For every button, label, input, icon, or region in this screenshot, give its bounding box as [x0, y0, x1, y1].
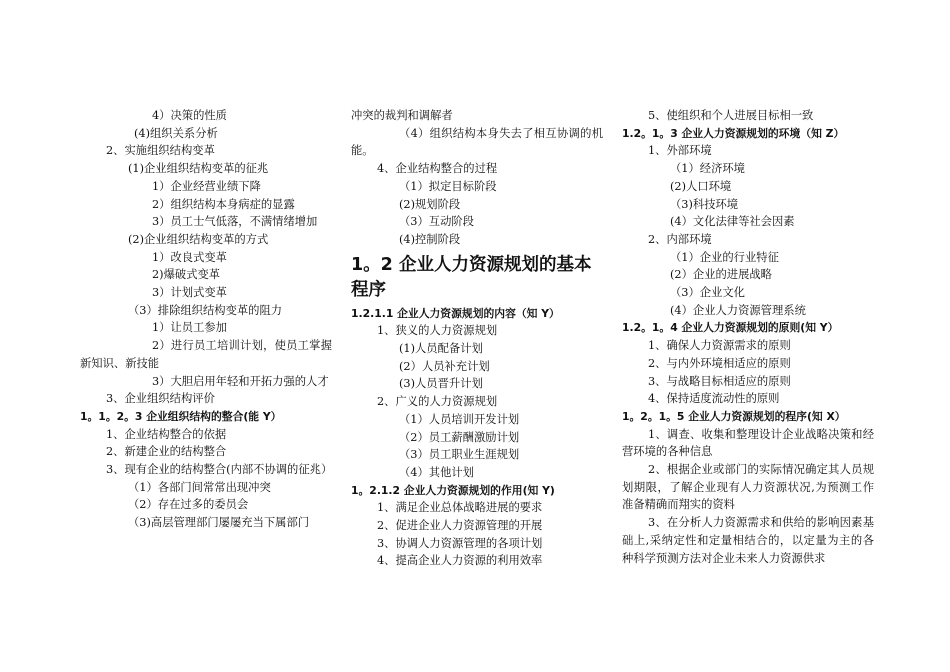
text-line: （1）人员培训开发计划 — [399, 412, 520, 426]
text-line: 1、外部环境 — [648, 144, 712, 158]
text-line: 2）组织结构本身病症的显露 — [152, 197, 295, 211]
section-heading: 1.2。1。4 企业人力资源规划的原则(知 Y） — [622, 321, 839, 335]
text-line: (4)组织关系分析 — [134, 126, 218, 140]
text-line: 3）计划式变革 — [152, 286, 227, 300]
text-line: （2）存在过多的委员会 — [128, 498, 249, 512]
text-line: (2）企业的进展战略 — [670, 268, 772, 282]
section-heading: 1.2.1.1 企业人力资源规划的内容（知 Y） — [351, 306, 560, 320]
text-line: (2)企业组织结构变革的方式 — [128, 232, 269, 246]
text-line: （3）互动阶段 — [399, 215, 474, 229]
text-line: 4、保持适度流动性的原则 — [648, 392, 780, 406]
text-column-1 — [80, 107, 332, 532]
text-line: 3、协调人力资源管理的各项计划 — [377, 536, 543, 550]
text-line: 冲突的裁判和调解者 — [351, 109, 453, 122]
text-line: （3）排除组织结构变革的阻力 — [128, 303, 283, 317]
text-line: （1）企业的行业特征 — [670, 250, 779, 264]
text-paragraph: 1、调查、收集和整理设计企业战略决策和经营环境的各种信息 — [622, 427, 874, 459]
text-line: 1、满足企业总体战略进展的要求 — [377, 501, 543, 515]
text-line: 3、与战略目标相适应的原则 — [648, 374, 791, 388]
text-paragraph: 2）进行员工培训计划，使员工掌握新知识、新技能 — [80, 339, 332, 370]
text-line: 1、狭义的人力资源规划 — [377, 324, 498, 338]
text-line: (4）企业人力资源管理系统 — [670, 303, 806, 317]
text-line: (1)企业组织结构变革的征兆 — [128, 162, 269, 176]
text-line: 2、内部环境 — [648, 232, 712, 246]
text-line: 2、与内外环境相适应的原则 — [648, 356, 791, 370]
text-paragraph: （4）组织结构本身失去了相互协调的机能。 — [351, 126, 603, 158]
text-line: 2、实施组织结构变革 — [106, 144, 215, 158]
text-paragraph: 3、在分析人力资源需求和供给的影响因素基础上,采纳定性和定量相结合的，以定量为主的各种科学预测方法对企业未来人力资源供求 — [622, 516, 874, 565]
text-line: （3)高层管理部门屡屡充当下属部门 — [128, 516, 310, 530]
text-line: 2、广义的人力资源规划 — [377, 395, 498, 409]
text-line: （3)科技环境 — [670, 197, 739, 211]
text-line: (4）文化法律等社会因素 — [670, 215, 795, 229]
text-line: (2)人口环境 — [670, 179, 732, 193]
text-line: 3）员工士气低落，不满情绪增加 — [152, 215, 318, 229]
text-line: 4、企业结构整合的过程 — [377, 162, 498, 176]
text-line: (2)规划阶段 — [399, 197, 461, 211]
text-line: （3）企业文化 — [670, 286, 745, 300]
text-paragraph: 3）大胆启用年轻和开拓力强的人才 — [152, 374, 329, 388]
text-column-3 — [622, 107, 874, 567]
text-line: 3、企业组织结构评价 — [106, 392, 215, 406]
text-line: 2)爆破式变革 — [152, 268, 221, 282]
text-paragraph: 2、根据企业或部门的实际情况确定其人员规划期限，了解企业现有人力资源状况,为预测工作准备精确而翔实的资料 — [622, 463, 874, 512]
text-line: (4)控制阶段 — [399, 232, 461, 246]
text-paragraph: 3、现有企业的结构整合(内部不协调的征兆） — [106, 463, 333, 477]
section-heading: 1。1。2。3 企业组织结构的整合(能 Y） — [80, 409, 282, 423]
text-line: （1）拟定目标阶段 — [399, 179, 497, 193]
section-heading: 1。2。1。5 企业人力资源规划的程序(知 X） — [622, 409, 846, 423]
text-line: 2、新建企业的结构整合 — [106, 445, 227, 459]
text-line: （1）各部门间常常出现冲突 — [128, 480, 271, 494]
text-line: 4、提高企业人力资源的利用效率 — [377, 554, 543, 568]
text-line: 1）改良式变革 — [152, 250, 227, 264]
text-line: 4）决策的性质 — [152, 109, 227, 122]
text-line: （1）经济环境 — [670, 162, 745, 176]
section-heading: 1.2。1。3 企业人力资源规划的环境（知 Z） — [622, 126, 845, 140]
text-line: 5、使组织和个人进展目标相一致 — [648, 109, 814, 122]
text-line: (2）人员补充计划 — [399, 359, 490, 373]
text-line: （3）员工职业生涯规划 — [399, 448, 520, 462]
text-line: 2、促进企业人力资源管理的开展 — [377, 519, 543, 533]
text-line: （2）员工薪酬激励计划 — [399, 430, 520, 444]
text-line: (1)人员配备计划 — [399, 342, 483, 356]
text-line: (3)人员晋升计划 — [399, 377, 483, 391]
text-line: 1、确保人力资源需求的原则 — [648, 339, 791, 353]
text-line: （4）其他计划 — [399, 465, 474, 479]
chapter-heading: 1。2 企业人力资源规划的基本程序 — [351, 254, 592, 300]
text-line: 1、企业结构整合的依据 — [106, 427, 227, 441]
text-line: 1）让员工参加 — [152, 321, 227, 335]
section-heading: 1。2.1.2 企业人力资源规划的作用(知 Y) — [351, 483, 555, 497]
text-line: 1）企业经营业绩下降 — [152, 179, 261, 193]
text-column-2 — [351, 107, 603, 570]
